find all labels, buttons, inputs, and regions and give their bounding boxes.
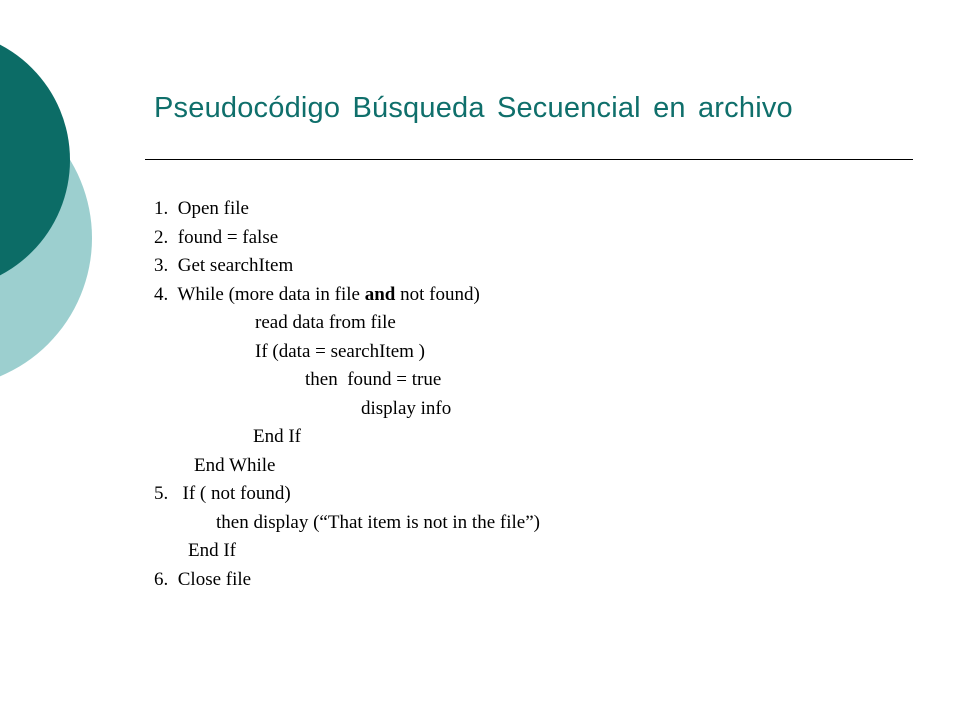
code-line: 6. Close file [154, 568, 252, 590]
code-line: If (data = searchItem ) [255, 340, 426, 362]
slide-title: Pseudocódigo Búsqueda Secuencial en archivo [154, 92, 793, 124]
code-line: End While [194, 454, 276, 476]
code-line: then display (“That item is not in the file”) [216, 511, 540, 533]
code-line: End If [188, 540, 237, 561]
code-line [154, 281, 540, 310]
code-line: 2. found = false [154, 226, 279, 248]
code-keyword: and [364, 283, 396, 305]
code-line: 1. Open file [154, 198, 249, 219]
code-text: 4. While (more data in file [154, 283, 365, 305]
code-line: 5. If ( not found) [154, 483, 291, 504]
code-line: End If [253, 426, 302, 447]
code-line: 3. Get searchItem [154, 255, 294, 276]
decorative-circles [0, 0, 120, 420]
pseudocode-block [154, 195, 540, 594]
code-line: read data from file [255, 312, 396, 333]
code-line: display info [361, 397, 452, 419]
title-divider [145, 159, 913, 160]
code-line: then found = true [305, 369, 442, 390]
code-text: not found) [395, 283, 480, 305]
